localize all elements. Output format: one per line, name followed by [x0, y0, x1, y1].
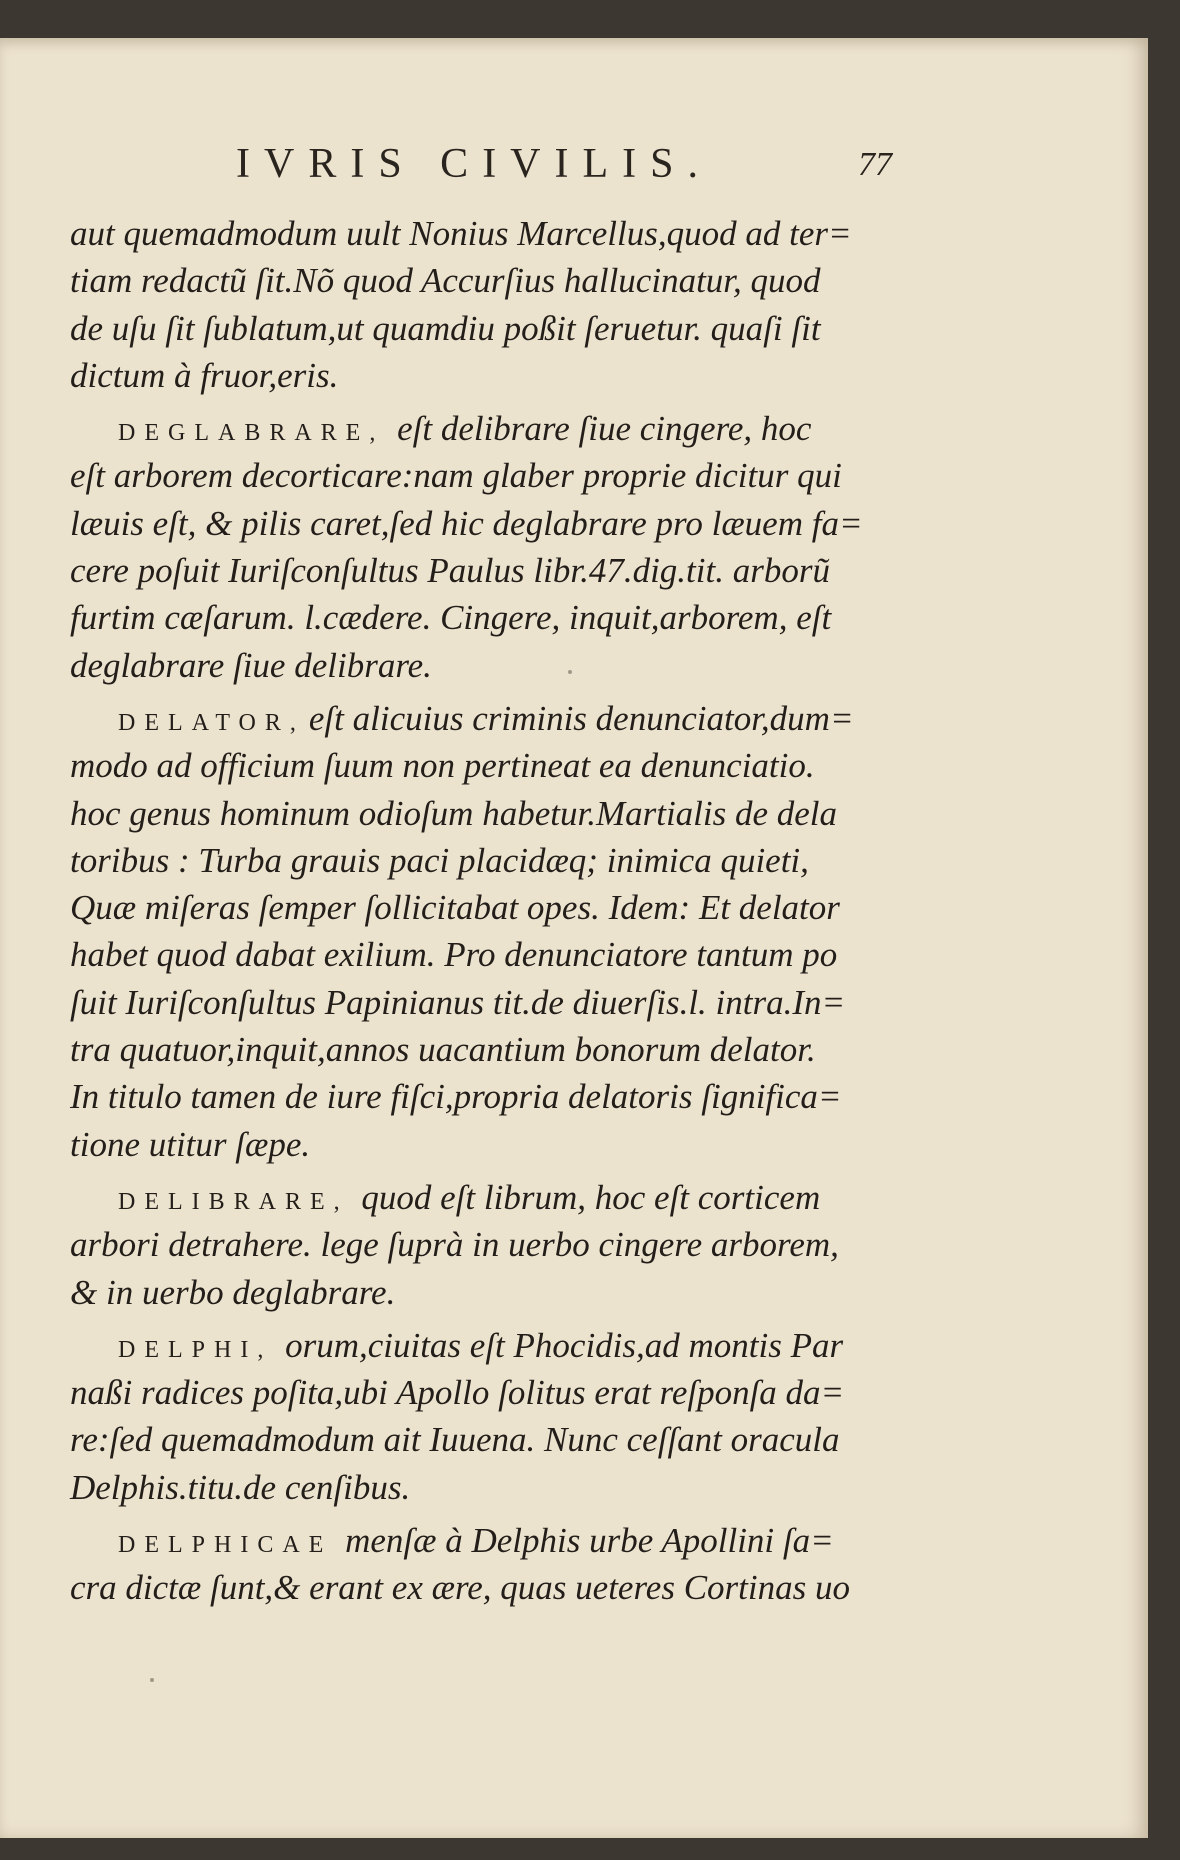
text-line: deglabrare ſiue delibrare. [70, 645, 432, 685]
text-line: eſt arborem decorticare:nam glaber proprie dicitur qui [70, 456, 842, 496]
entry-delibrare [70, 1174, 905, 1316]
headword: DELATOR, [118, 709, 305, 736]
headword: DELPHI, [118, 1336, 273, 1363]
text-line: toribus : Turba grauis paci placidæq; inimica quieti, [70, 840, 809, 880]
text-segment: eſt delibrare ſiue cingere, hoc [397, 409, 812, 449]
paper-speck [568, 670, 572, 674]
text-line: & in uerbo deglabrare. [70, 1272, 396, 1312]
text-line: tione utitur ſæpe. [70, 1124, 311, 1164]
entry-delphicae [70, 1517, 905, 1612]
text-line: furtim cæſarum. l.cædere. Cingere, inquit,arborem, eſt [70, 598, 832, 638]
text-segment: menſæ à Delphis urbe Apollini ſa= [345, 1521, 834, 1561]
entry-first-line [70, 1517, 905, 1564]
running-title: IVRIS CIVILIS. [236, 141, 712, 187]
text-segment: quod eſt librum, hoc eſt corticem [361, 1177, 821, 1217]
headword: DELPHICAE [118, 1532, 333, 1559]
paper-speck [150, 1678, 154, 1682]
headword: DELIBRARE, [118, 1188, 349, 1215]
entry-first-line [70, 405, 905, 452]
page-body [70, 210, 905, 1618]
text-line: re:ſed quemadmodum ait Iuuena. Nunc ceſſant oracula [70, 1420, 840, 1460]
text-line: tra quatuor,inquit,annos uacantium bonorum delator. [70, 1030, 816, 1070]
text-line: hoc genus hominum odioſum habetur.Martialis de dela [70, 793, 838, 833]
text-line: ſuit Iuriſconſultus Papinianus tit.de diuerſis.l. intra.In= [70, 982, 846, 1022]
book-page [0, 38, 1148, 1838]
text-line: læuis eſt, & pilis caret,ſed hic deglabrare pro læuem fa= [70, 503, 863, 543]
text-segment: orum,ciuitas eſt Phocidis,ad montis Par [285, 1325, 844, 1365]
entry-first-line [70, 1322, 905, 1369]
entry-deglabrare [70, 405, 905, 689]
text-line: arbori detrahere. lege ſuprà in uerbo cingere arborem, [70, 1225, 839, 1265]
entry-continuation [70, 210, 905, 399]
text-line: dictum à fruor,eris. [70, 355, 339, 395]
text-line: tiam redactũ ſit.Nõ quod Accurſius hallucinatur, quod [70, 261, 821, 301]
text-line: aut quemadmodum uult Nonius Marcellus,quod ad ter= [70, 214, 852, 253]
text-line: Delphis.titu.de cenſibus. [70, 1467, 411, 1507]
text-line: naßi radices poſita,ubi Apollo ſolitus erat reſponſa da= [70, 1373, 845, 1413]
text-line: cra dictæ ſunt,& erant ex ære, quas ueteres Cortinas uo [70, 1568, 850, 1608]
text-line: In titulo tamen de iure fiſci,propria delatoris ſignifica= [70, 1077, 842, 1117]
entry-delphi [70, 1322, 905, 1511]
text-line: Quæ miſeras ſemper ſollicitabat opes. Idem: Et delator [70, 888, 840, 928]
text-line: modo ad officium ſuum non pertineat ea denunciatio. [70, 746, 815, 786]
headword: DEGLABRARE, [118, 420, 385, 447]
entry-first-line [70, 695, 905, 742]
entry-delator [70, 695, 905, 1168]
page-header [0, 140, 1148, 200]
text-segment: eſt alicuius criminis denunciator,dum= [308, 698, 854, 738]
text-line: de uſu ſit ſublatum,ut quamdiu poßit ſeruetur. quaſi ſit [70, 308, 821, 348]
page-number: 77 [858, 146, 892, 183]
text-line: cere poſuit Iuriſconſultus Paulus libr.47.dig.tit. arborũ [70, 551, 830, 591]
entry-first-line [70, 1174, 905, 1221]
text-line: habet quod dabat exilium. Pro denunciatore tantum po [70, 935, 838, 975]
